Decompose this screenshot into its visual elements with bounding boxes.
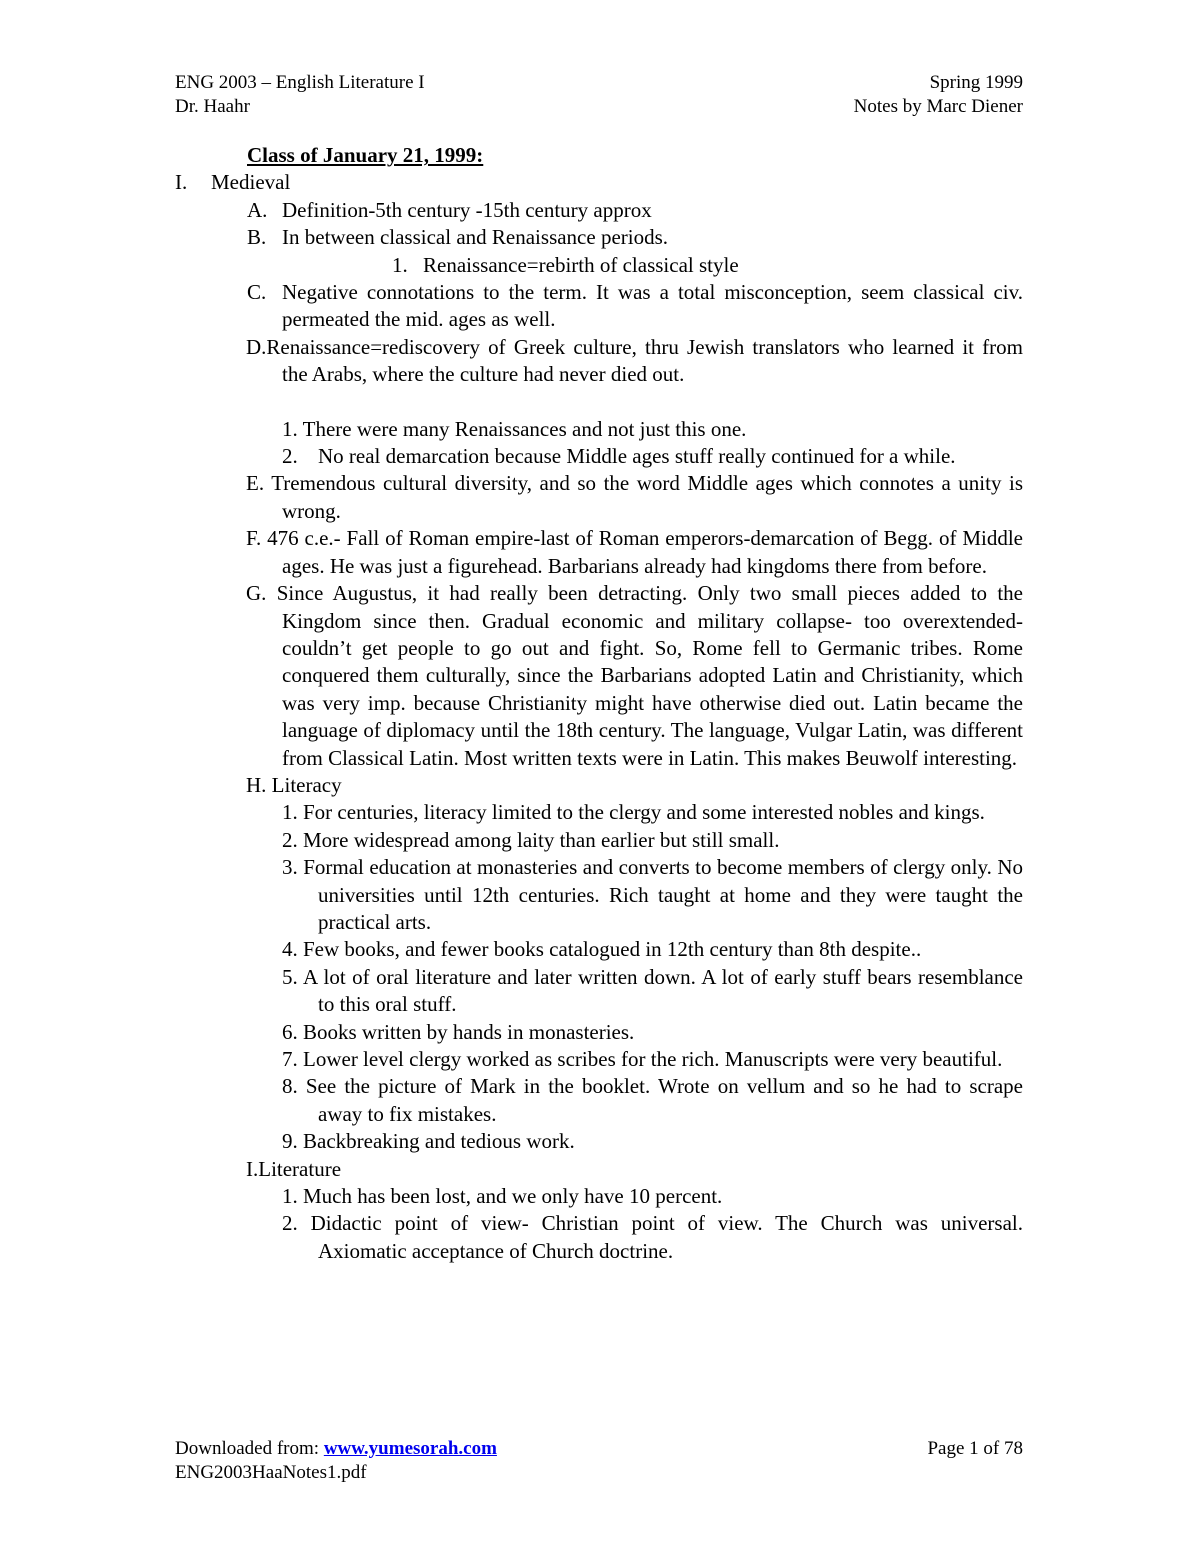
outline-number: B.	[247, 225, 267, 250]
outline-number: A.	[247, 197, 268, 222]
page-footer-left	[175, 1437, 497, 1485]
list-item: 5. A lot of oral literature and later written down. A lot of early stuff bears resemblance to this oral stuff.	[282, 964, 1023, 1017]
class-title: Class of January 21, 1999:	[247, 143, 484, 167]
list-item: 1. Much has been lost, and we only have 10 percent.	[282, 1184, 723, 1209]
blank-line	[175, 389, 1023, 416]
outline-item-A	[175, 197, 1023, 224]
outline-item-F: F. 476 c.e.- Fall of Roman empire-last of Roman emperors-demarcation of Begg. of Middle ages. He was just a figurehead. Barbarians already had kingdoms there from before.	[246, 526, 1023, 578]
outline-item-D1: 1. There were many Renaissances and not just this one.	[282, 416, 747, 441]
course-title: ENG 2003 – English Literature I	[175, 72, 425, 93]
download-source	[175, 1437, 497, 1461]
list-item: 1. For centuries, literacy limited to the clergy and some interested nobles and kings.	[282, 800, 985, 825]
outline-item-D2	[175, 443, 1023, 470]
outline-item-C	[175, 279, 1023, 334]
outline-item-I: I.Literature	[246, 1156, 342, 1181]
term-label: Spring 1999	[929, 72, 1023, 93]
page-header-left	[175, 71, 425, 119]
outline-text: No real demarcation because Middle ages stuff really continued for a while.	[318, 444, 956, 469]
instructor-name: Dr. Haahr	[175, 96, 250, 117]
list-item: 6. Books written by hands in monasteries.	[282, 1019, 635, 1044]
list-item: 4. Few books, and fewer books catalogued in 12th century than 8th despite..	[282, 937, 922, 962]
outline-number: 1.	[392, 252, 408, 277]
page-header-right	[854, 71, 1023, 119]
page-footer-right	[927, 1437, 1023, 1461]
notes-body	[175, 142, 1023, 1265]
outline-text: Renaissance=rebirth of classical style	[423, 252, 739, 277]
download-label: Downloaded from:	[175, 1438, 324, 1459]
outline-number: I.	[175, 170, 188, 195]
outline-text: Definition-5th century -15th century approx	[282, 197, 652, 222]
outline-number: 2.	[282, 444, 298, 469]
outline-item-B1	[175, 252, 1023, 279]
outline-item-E: E. Tremendous cultural diversity, and so the word Middle ages which connotes a unity is wrong.	[246, 471, 1023, 523]
outline-item-H: H. Literacy	[246, 772, 342, 797]
outline-item-G: G. Since Augustus, it had really been detracting. Only two small pieces added to the Kingdom since then. Gradual economic and military collapse- too overextended-couldn’t get people to go out and fight. So, Rome fell to Germanic tribes. Rome conquered them culturally, since the Barbarians adopted Latin and Christianity, which was very imp. because Christianity might have otherwise died out. Latin became the language of diplomacy until the 18th century. The language, Vulgar Latin, was different from Classical Latin. Most written texts were in Latin. This makes Beuwolf interesting.	[246, 581, 1023, 770]
page-number: Page 1 of 78	[927, 1438, 1023, 1459]
section-heading: Medieval	[211, 170, 291, 195]
outline-item-D: D.Renaissance=rediscovery of Greek culture, thru Jewish translators who learned it from the Arabs, where the culture had never died out.	[246, 334, 1023, 387]
outline-text: Negative connotations to the term. It was a total misconception, seem classical civ. permeated the mid. ages as well.	[282, 280, 1023, 332]
outline-number: C.	[247, 280, 267, 305]
outline-section-I	[175, 169, 1023, 196]
outline-item-B	[175, 224, 1023, 251]
notes-author: Notes by Marc Diener	[853, 96, 1023, 117]
file-name: ENG2003HaaNotes1.pdf	[175, 1462, 367, 1483]
list-item: 3. Formal education at monasteries and converts to become members of clergy only. No universities until 12th centuries. Rich taught at home and they were taught the practical arts.	[282, 855, 1023, 934]
list-item: 7. Lower level clergy worked as scribes for the rich. Manuscripts were very beautiful.	[282, 1047, 1003, 1071]
list-item: 9. Backbreaking and tedious work.	[282, 1129, 575, 1154]
list-item: 8. See the picture of Mark in the booklet. Wrote on vellum and so he had to scrape away to fix mistakes.	[282, 1074, 1023, 1126]
outline-text: In between classical and Renaissance periods.	[282, 225, 669, 250]
source-link[interactable]: www.yumesorah.com	[323, 1438, 497, 1459]
list-item: 2. Didactic point of view- Christian point of view. The Church was universal. Axiomatic acceptance of Church doctrine.	[282, 1211, 1023, 1263]
list-item: 2. More widespread among laity than earlier but still small.	[282, 827, 780, 852]
